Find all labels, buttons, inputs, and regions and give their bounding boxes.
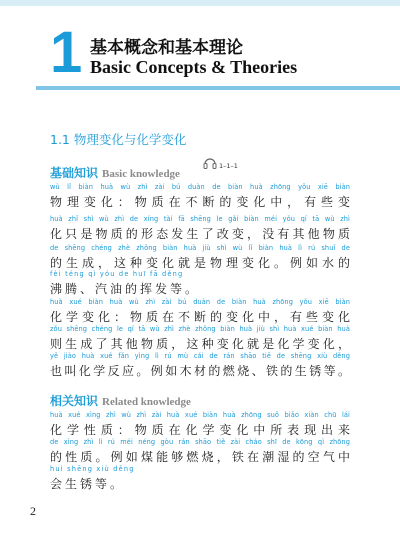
chapter-number: 1 (50, 20, 83, 85)
text-line: 物理变化：物质在不断的变化中，有些变 (50, 195, 350, 209)
chapter-title-rule (36, 86, 400, 90)
pinyin-line: huà xué biàn huà wù zhì zài bú duàn de biàn huà zhōng yǒu xiē biàn (50, 298, 350, 306)
pinyin-line: de shēng chéng zhè zhǒng biàn huà jiù shì wù lǐ biàn huà lì rú shuǐ de (50, 244, 350, 252)
pinyin-line: fèi téng qì yóu de huī fā děng (50, 270, 184, 278)
pinyin-line: zǒu shēng chéng le qí tā wù zhì zhè zhǒng biàn huà jiù shì huà xué biàn huà (50, 325, 350, 333)
text-line: 会生锈等。 (50, 477, 126, 491)
text-line: 的性质。例如煤能够燃烧，铁在潮湿的空气中 (50, 450, 350, 464)
top-color-band (0, 0, 400, 6)
text-line: 则生成了其他物质，这种变化就是化学变化， (50, 337, 350, 351)
text-line: 化学性质：物质在化学变化中所表现出来 (50, 423, 350, 437)
basic-knowledge-label-en: Basic knowledge (102, 168, 180, 180)
pinyin-line: huà zhǐ shì wù zhì de xíng tài fā shēng le gǎi biàn méi yǒu qí tā wù zhì (50, 215, 350, 223)
page-number: 2 (30, 504, 36, 518)
text-line: 的生成，这种变化就是物理变化。例如水的 (50, 256, 350, 270)
related-knowledge-label-en: Related knowledge (102, 396, 191, 408)
audio-track-code: 1–1–1 (219, 162, 238, 170)
basic-knowledge-heading (50, 162, 180, 181)
basic-knowledge-label-cn: 基础知识 (50, 166, 99, 180)
pinyin-line: de xìng zhì lì rú méi néng gòu rán shāo tiě zài cháo shī de kōng qì zhōng (50, 438, 350, 446)
related-knowledge-heading (50, 390, 191, 409)
related-knowledge-label-cn: 相关知识 (50, 394, 99, 408)
pinyin-line: huà xué xìng zhì wù zhì zài huà xué biàn huà zhōng suǒ biǎo xiàn chū lái (50, 411, 350, 419)
headphones-icon[interactable] (203, 155, 217, 171)
pinyin-line: wù lǐ biàn huà wù zhì zài bú duàn de biàn huà zhōng yǒu xiē biàn (50, 183, 350, 191)
text-line: 也叫化学反应。例如木材的燃烧、铁的生锈等。 (50, 364, 350, 378)
pinyin-line: yě jiào huà xué fǎn yìng lì rú mù cái de rán shāo tiě de shēng xiù děng (50, 352, 350, 360)
chapter-title-chinese: 基本概念和基本理论 (90, 38, 243, 58)
text-line: 化只是物质的形态发生了改变，没有其他物质 (50, 227, 350, 241)
section-heading: 1.1 物理变化与化学变化 (50, 132, 187, 147)
chapter-title-english: Basic Concepts & Theories (90, 57, 298, 77)
text-line: 沸腾、汽油的挥发等。 (50, 282, 201, 296)
text-line: 化学变化：物质在不断的变化中，有些变化 (50, 310, 350, 324)
pinyin-line: huì shēng xiù děng (50, 465, 135, 473)
